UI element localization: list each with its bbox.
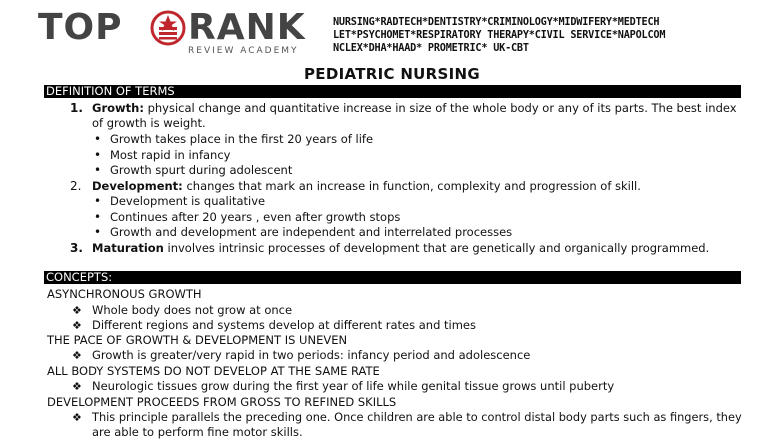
concept-heading: ASYNCHRONOUS GROWTH xyxy=(47,287,202,301)
definition-text: changes that mark an increase in function, complexity and progression of skill. xyxy=(182,179,641,193)
diamond-bullet-icon: ❖ xyxy=(72,304,82,317)
bullet-icon: • xyxy=(94,225,102,239)
bullet-text: Continues after 20 years , even after growth stops xyxy=(110,210,401,224)
bullet-icon: • xyxy=(94,194,102,208)
concept-point: Different regions and systems develop at different rates and times xyxy=(92,318,477,332)
term-label: Growth: xyxy=(92,101,144,115)
term-label: Development: xyxy=(92,179,183,193)
program-line: LET*PSYCHOMET*RESPIRATORY THERAPY*CIVIL SERVICE*NAPOLCOM xyxy=(333,30,666,41)
diamond-bullet-icon: ❖ xyxy=(72,380,82,393)
concept-point-continued: are able to perform fine motor skills. xyxy=(92,425,303,439)
bullet-icon: • xyxy=(94,148,102,162)
term-label: Maturation xyxy=(92,241,164,255)
diamond-bullet-icon: ❖ xyxy=(72,349,82,362)
definition-growth xyxy=(92,101,737,116)
item-number: 1. xyxy=(70,101,83,115)
item-number: 2. xyxy=(70,179,82,193)
section-bar-concepts: CONCEPTS: xyxy=(44,271,741,284)
concept-point: Growth is greater/very rapid in two periods: infancy period and adolescence xyxy=(92,348,531,362)
concept-point: Whole body does not grow at once xyxy=(92,303,293,317)
bullet-text: Most rapid in infancy xyxy=(110,148,231,162)
bullet-text: Development is qualitative xyxy=(110,194,266,208)
bullet-icon: • xyxy=(94,210,102,224)
bullet-icon: • xyxy=(94,163,102,177)
concept-point: Neurologic tissues grow during the first year of life while genital tissue grows until puberty xyxy=(92,379,615,393)
definition-text: involves intrinsic processes of development that are genetically and organically programmed. xyxy=(163,241,710,255)
definition-text-continued: of growth is weight. xyxy=(92,116,206,130)
concept-heading: ALL BODY SYSTEMS DO NOT DEVELOP AT THE SAME RATE xyxy=(47,364,380,378)
bullet-text: Growth spurt during adolescent xyxy=(110,163,293,177)
logo-text-right: RANK xyxy=(188,7,306,48)
bullet-text: Growth and development are independent and interrelated processes xyxy=(110,225,513,239)
program-line: NCLEX*DHA*HAAD* PROMETRIC* UK-CBT xyxy=(333,43,529,54)
diamond-bullet-icon: ❖ xyxy=(72,319,82,332)
section-bar-definitions: DEFINITION OF TERMS xyxy=(44,85,741,98)
definition-maturation xyxy=(92,241,709,256)
page-title: PEDIATRIC NURSING xyxy=(304,65,480,83)
concept-point: This principle parallels the preceding one. Once children are able to control distal body parts such as fingers, they xyxy=(92,410,742,424)
star-badge-icon xyxy=(150,10,186,46)
definition-development xyxy=(92,179,641,194)
program-line: NURSING*RADTECH*DENTISTRY*CRIMINOLOGY*MIDWIFERY*MEDTECH xyxy=(333,17,660,28)
definition-text: physical change and quantitative increase in size of the whole body or any of its parts. The best index xyxy=(143,101,737,115)
bullet-icon: • xyxy=(94,132,102,146)
logo-text-left: TOP xyxy=(38,7,123,48)
concept-heading: THE PACE OF GROWTH & DEVELOPMENT IS UNEVEN xyxy=(47,333,348,347)
top-rank-logo xyxy=(38,7,306,58)
logo-subtitle: REVIEW ACADEMY xyxy=(188,46,299,56)
document-header xyxy=(0,0,784,62)
item-number: 3. xyxy=(70,241,83,255)
program-list xyxy=(333,16,773,55)
concept-heading: DEVELOPMENT PROCEEDS FROM GROSS TO REFINED SKILLS xyxy=(47,395,397,409)
bullet-text: Growth takes place in the first 20 years of life xyxy=(110,132,374,146)
diamond-bullet-icon: ❖ xyxy=(72,411,82,424)
